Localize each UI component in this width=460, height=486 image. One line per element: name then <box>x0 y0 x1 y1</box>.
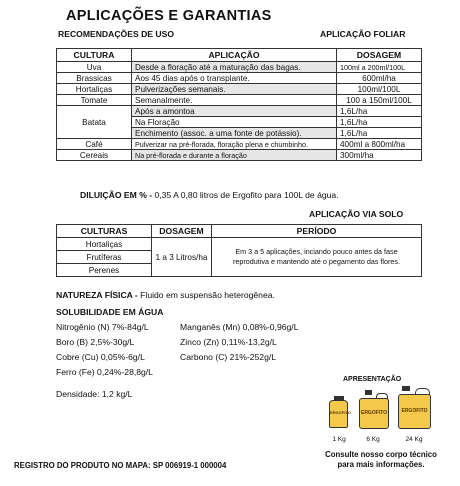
solubilidade-label: SOLUBILIDADE EM ÁGUA <box>56 307 164 317</box>
dosagem-cell: 100ml a 200ml/100L <box>337 62 422 73</box>
nutrient-right: Carbono (C) 21%-252g/L <box>180 352 277 362</box>
diluicao-label: DILUIÇÃO EM % - <box>80 190 153 200</box>
apresentacao-label: APRESENTAÇÃO <box>343 376 402 383</box>
consulte-text <box>306 450 456 470</box>
dosagem-cell: 300ml/ha <box>337 150 422 161</box>
nutrient-right: Zinco (Zn) 0,11%-13,2g/L <box>180 337 277 347</box>
dosagem-cell: 400ml a 800ml/ha <box>337 139 422 150</box>
solo-label: APLICAÇÃO VIA SOLO <box>309 209 404 219</box>
table-row <box>57 62 422 73</box>
package-6kg-image <box>358 390 390 430</box>
cultura-cell: Café <box>57 139 132 150</box>
table-row <box>57 238 422 251</box>
nutrient-left: Boro (B) 2,5%-30g/L <box>56 337 135 347</box>
registro-text: REGISTRO DO PRODUTO NO MAPA: SP 006919-1 000004 <box>14 461 227 470</box>
package-size: 24 Kg <box>405 436 423 443</box>
header-dosagem: DOSAGEM <box>337 49 422 62</box>
cultura-cell: Perenes <box>57 264 152 277</box>
table-row <box>57 95 422 106</box>
densidade-text: Densidade: 1,2 kg/L <box>56 389 133 399</box>
table-row <box>57 73 422 84</box>
diluicao-line <box>80 190 339 200</box>
aplicacao-cell: Semanalmente. <box>132 95 337 106</box>
natureza-line <box>56 290 275 300</box>
header-dosagem-solo: DOSAGEM <box>152 225 212 238</box>
dosagem-cell: 600ml/ha <box>337 73 422 84</box>
nutrient-left: Nitrogênio (N) 7%-84g/L <box>56 322 149 332</box>
foliar-table <box>56 48 422 161</box>
package-logo: ERGOFITO <box>401 408 428 414</box>
cultura-cell: Hortaliças <box>57 84 132 95</box>
nutrient-left: Ferro (Fe) 0,24%-28,8g/L <box>56 367 153 377</box>
natureza-label: NATUREZA FÍSICA - <box>56 290 138 300</box>
package-24kg-image <box>398 386 432 430</box>
cultura-cell: Frutíferas <box>57 251 152 264</box>
package-size: 1 Kg <box>332 436 346 443</box>
dosagem-cell: 100 a 150ml/100L <box>337 95 422 106</box>
cultura-cell: Cereais <box>57 150 132 161</box>
header-culturas: CULTURAS <box>57 225 152 238</box>
cultura-cell: Brassicas <box>57 73 132 84</box>
natureza-text: Fluido em suspensão heterogênea. <box>137 290 275 300</box>
solo-periodo-cell: Em 3 a 5 aplicações, inciando pouco antes da fase reprodutiva e mantendo até o pegamento das flores. <box>212 238 422 277</box>
consulte-line-1: Consulte nosso corpo técnico <box>325 450 437 459</box>
dosagem-cell: 100ml/100L <box>337 84 422 95</box>
aplicacao-cell: Na pré-florada e durante a floração <box>132 150 337 161</box>
foliar-label: APLICAÇÃO FOLIAR <box>320 29 406 39</box>
cultura-cell: Hortaliças <box>57 238 152 251</box>
package-logo: ERGOFITO <box>330 410 351 415</box>
dosagem-cell: 1,6L/ha <box>337 117 422 128</box>
header-periodo: PERÍODO <box>212 225 422 238</box>
nutrient-left: Cobre (Cu) 0,05%-6g/L <box>56 352 145 362</box>
header-cultura: CULTURA <box>57 49 132 62</box>
package-1kg-image <box>328 396 350 430</box>
aplicacao-cell: Pulverizar na pré-florada, floração plena e chumbinho. <box>132 139 337 150</box>
solo-table <box>56 224 422 277</box>
dosagem-cell: 1,6L/ha <box>337 106 422 117</box>
table-row <box>57 84 422 95</box>
diluicao-text: 0,35 A 0,80 litros de Ergofito para 100L de água. <box>152 190 339 200</box>
nutrient-right: Manganês (Mn) 0,08%-0,96g/L <box>180 322 299 332</box>
aplicacao-cell: Desde a floração até a maturação das bagas. <box>132 62 337 73</box>
recommendations-label: RECOMENDAÇÕES DE USO <box>58 29 175 39</box>
table-row <box>57 150 422 161</box>
aplicacao-cell: Aos 45 dias após o transplante. <box>132 73 337 84</box>
package-size: 6 Kg <box>366 436 380 443</box>
aplicacao-cell: Pulverizações semanais. <box>132 84 337 95</box>
table-row <box>57 139 422 150</box>
header-aplicacao: APLICAÇÃO <box>132 49 337 62</box>
solo-dosagem-cell: 1 a 3 Litros/ha <box>152 238 212 277</box>
foliar-header-row <box>57 49 422 62</box>
aplicacao-cell: Após a amontoa <box>132 106 337 117</box>
consulte-line-2: para mais informações. <box>337 460 425 469</box>
aplicacao-cell: Na Floração <box>132 117 337 128</box>
cultura-cell: Uva <box>57 62 132 73</box>
page-title: APLICAÇÕES E GARANTIAS <box>66 8 272 24</box>
package-logo: ERGOFITO <box>360 410 388 416</box>
cultura-cell: Batata <box>57 106 132 139</box>
table-row <box>57 106 422 117</box>
solo-header-row <box>57 225 422 238</box>
dosagem-cell: 1,6L/ha <box>337 128 422 139</box>
cultura-cell: Tomate <box>57 95 132 106</box>
aplicacao-cell: Enchimento (assoc. a uma fonte de potássio). <box>132 128 337 139</box>
